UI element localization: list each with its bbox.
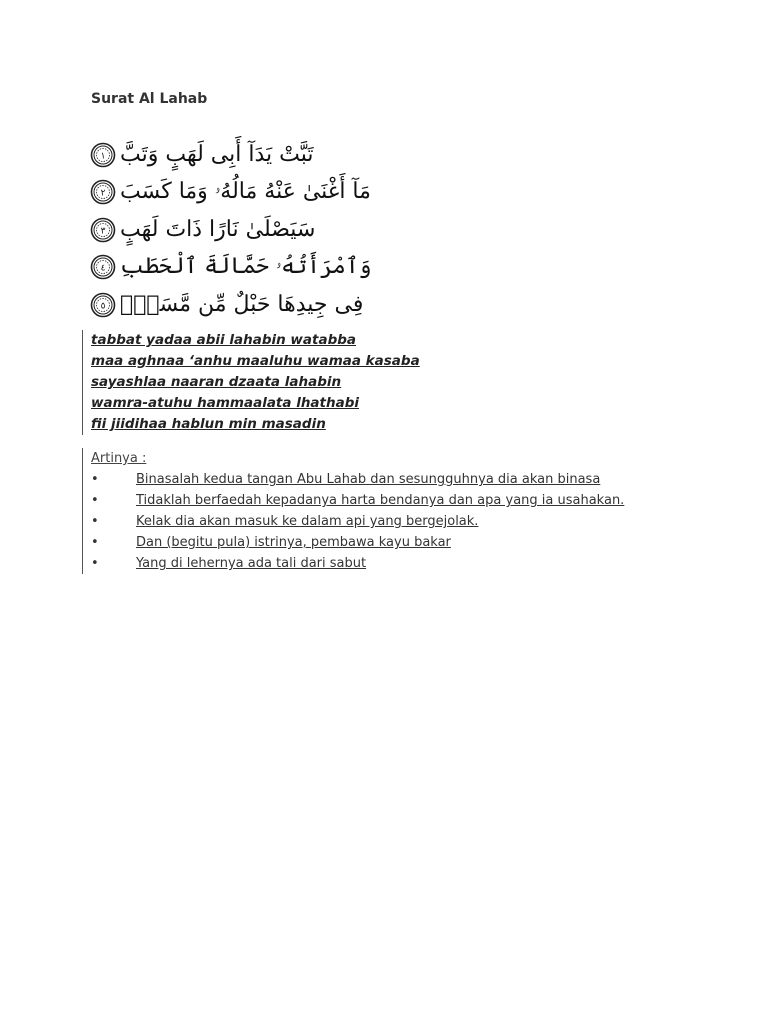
ayah-1: [90, 136, 314, 174]
transliteration-line: wamra-atuhu hammaalata lhathabi: [91, 395, 360, 411]
transliteration-line: maa aghnaa ‘anhu maaluhu wamaa kasaba: [91, 353, 420, 369]
meaning-text: Tidaklah berfaedah kepadanya harta bendanya dan apa yang ia usahakan.: [136, 493, 625, 508]
ayah-text: تَبَّتْ يَدَآ أَبِى لَهَبٍ وَتَبَّ: [120, 141, 314, 167]
bullet-icon: •: [91, 514, 99, 529]
ayah-number: ٣: [100, 226, 106, 237]
meaning-label: Artinya :: [91, 451, 147, 466]
ayah-text: وَٱمْرَأَتُهُۥ حَمَّالَةَ ٱلْحَطَبِ: [120, 254, 372, 280]
bullet-icon: •: [91, 472, 99, 487]
meaning-list: [91, 469, 624, 574]
ayah-3: [90, 211, 316, 249]
ayah-marker-icon: [90, 292, 116, 318]
list-item: [91, 490, 624, 511]
ayah-marker-icon: [90, 142, 116, 168]
list-item: [91, 532, 624, 553]
list-item: [91, 511, 624, 532]
meaning-block: [82, 448, 624, 574]
ayah-text: فِى جِيدِهَا حَبْلٌ مِّن مَّسَدٍۭ: [120, 291, 364, 317]
meaning-text: Kelak dia akan masuk ke dalam api yang bergejolak.: [136, 514, 479, 529]
bullet-icon: •: [91, 535, 99, 550]
ayah-number: ٥: [100, 301, 106, 312]
ayah-text: سَيَصْلَىٰ نَارًا ذَاتَ لَهَبٍ: [120, 216, 316, 242]
ayah-5: [90, 286, 364, 324]
transliteration-line: fii jiidihaa hablun min masadin: [91, 416, 326, 432]
page-title: Surat Al Lahab: [91, 91, 208, 107]
ayah-marker-icon: [90, 179, 116, 205]
ayah-marker-icon: [90, 217, 116, 243]
ayah-text: مَآ أَغْنَىٰ عَنْهُ مَالُهُۥ وَمَا كَسَبَ: [120, 179, 371, 205]
meaning-text: Dan (begitu pula) istrinya, pembawa kayu bakar: [136, 535, 451, 550]
ayah-number: ٤: [100, 263, 106, 274]
ayah-marker-icon: [90, 254, 116, 280]
list-item: [91, 553, 624, 574]
transliteration-line: tabbat yadaa abii lahabin watabba: [91, 332, 357, 348]
bullet-icon: •: [91, 556, 99, 571]
list-item: [91, 469, 624, 490]
bullet-icon: •: [91, 493, 99, 508]
transliteration-block: [82, 330, 420, 435]
ayah-4: [90, 249, 372, 287]
transliteration-line: sayashlaa naaran dzaata lahabin: [91, 374, 342, 390]
ayah-number: ١: [100, 151, 106, 162]
meaning-text: Yang di lehernya ada tali dari sabut: [136, 556, 367, 571]
arabic-verses: [90, 136, 372, 324]
ayah-number: ٢: [100, 188, 106, 199]
ayah-2: [90, 174, 371, 212]
meaning-text: Binasalah kedua tangan Abu Lahab dan sesungguhnya dia akan binasa: [136, 472, 601, 487]
